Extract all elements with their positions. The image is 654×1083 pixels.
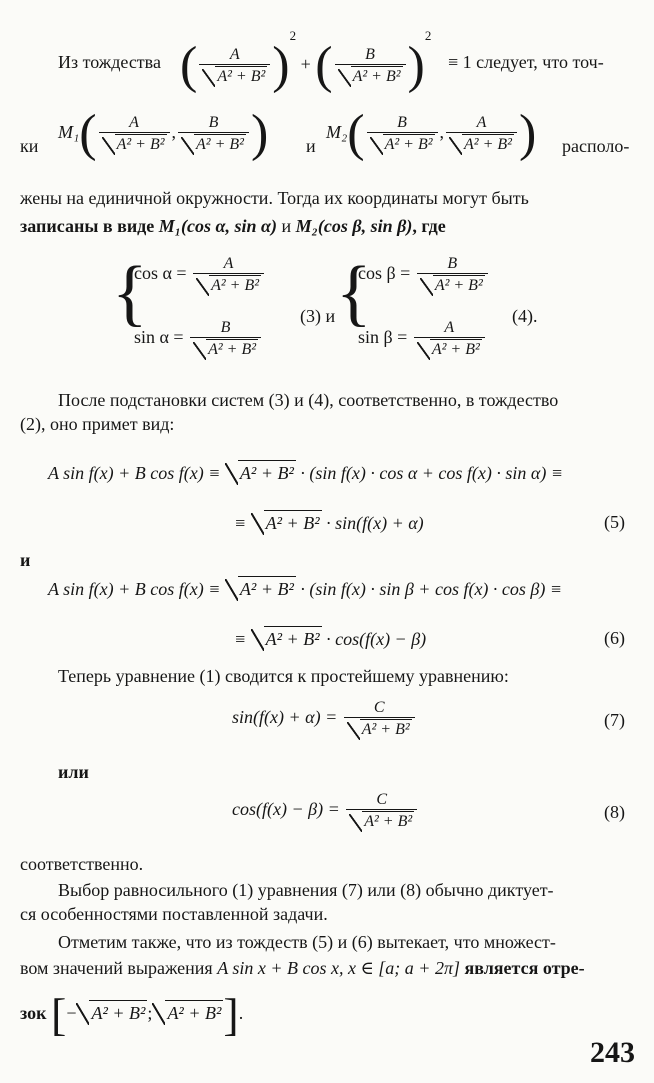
plus-sign: +: [300, 54, 311, 74]
text-line-6: [20, 412, 174, 436]
eq-number-6: [604, 626, 625, 650]
sqrt: [420, 275, 485, 296]
minus: −: [66, 1003, 77, 1024]
num: C: [373, 699, 385, 716]
equation-7: [232, 698, 417, 740]
num: A: [129, 114, 139, 131]
sin-beta-row: [358, 318, 487, 360]
eq6-cos: · cos(f(x) − β): [326, 629, 427, 649]
rad: A² + B²: [361, 721, 410, 738]
m1-coordinates: M₁(cos α, sin α): [158, 216, 277, 236]
sqrt: [76, 1000, 147, 1025]
fraction: [346, 790, 417, 832]
equiv: ≡: [234, 513, 247, 533]
text-line-2-end: [562, 134, 629, 158]
text-line-13: [20, 989, 244, 1040]
equation-6-line-2: [234, 626, 426, 651]
comma: ,: [439, 122, 445, 143]
text-ili: или: [58, 762, 89, 782]
text-written-as: записаны в виде: [20, 216, 155, 236]
fraction-a: [199, 45, 270, 87]
cos-alpha-row: [134, 254, 266, 296]
sqrt: [225, 576, 296, 601]
text-and-1: [306, 134, 316, 158]
brace-3: {: [112, 252, 148, 334]
equation-8: [232, 790, 419, 832]
text-unit-circle: жены на единичной окружности. Тогда их координаты могут быть: [20, 188, 529, 208]
num: A: [444, 319, 455, 336]
sin-alpha: sin α =: [134, 327, 184, 348]
text-line-9: [58, 878, 554, 902]
sqrt-symbol: [202, 66, 267, 87]
num: C: [376, 791, 388, 808]
num: B: [397, 114, 407, 131]
rad: A² + B²: [434, 277, 483, 294]
eq-7: (7): [604, 710, 625, 730]
fraction: [414, 318, 485, 360]
period: .: [238, 1003, 244, 1024]
sqrt: [181, 134, 246, 155]
expression: A sin x + B cos x, x ∈ [a; a + 2π]: [217, 958, 460, 978]
num: B: [447, 255, 458, 272]
rad: A² + B²: [238, 576, 296, 601]
rad: A² + B²: [431, 341, 480, 358]
eq5-right: · (sin f(x) · cos α + cos f(x) · sin α) ≡: [300, 463, 563, 483]
cos-beta-row: [358, 254, 490, 296]
identity-formula: [180, 24, 431, 92]
eq-number-7: [604, 708, 625, 732]
text-line-1: [58, 50, 161, 74]
sin-alpha-row: [134, 318, 263, 360]
equiv: ≡: [234, 629, 247, 649]
text-and: и: [306, 136, 316, 156]
num: B: [208, 114, 219, 131]
sqrt: [225, 460, 296, 485]
numerator-b: B: [365, 45, 375, 63]
text-zok: зок: [20, 1003, 47, 1024]
label-m2: M₂: [326, 122, 348, 143]
fraction: [190, 318, 261, 360]
text-line-11: [58, 930, 556, 954]
rad: A² + B²: [116, 136, 165, 153]
radicand-2: A² + B²: [352, 67, 401, 85]
equation-5-line-2: [234, 510, 424, 535]
point-m1: [58, 105, 269, 162]
paren-close-2: ): [407, 36, 425, 94]
rad: A² + B²: [208, 341, 257, 358]
rad: A² + B²: [264, 510, 322, 535]
text-reduces: Теперь уравнение (1) сводится к простейшему уравнению:: [58, 666, 509, 686]
text-line-7: [58, 664, 509, 688]
paren: (: [347, 105, 365, 162]
eq-6: (6): [604, 628, 625, 648]
paren-open: (: [180, 36, 198, 94]
text-note: Отметим также, что из тождеств (5) и (6) вытекает, что множест-: [58, 932, 556, 952]
bracket-close: ]: [223, 989, 239, 1040]
text-3-and: (3) и: [300, 306, 336, 326]
exponent-2: 2: [424, 28, 432, 43]
m2-coordinates: M₂(cos β, sin β): [295, 216, 413, 236]
rad: A² + B²: [264, 626, 322, 651]
num: A: [476, 114, 487, 131]
sqrt: [193, 339, 258, 360]
eq-8: (8): [604, 802, 625, 822]
text-and-3: [20, 548, 30, 572]
brace-4: {: [336, 252, 372, 334]
fraction: [367, 113, 438, 155]
text-line-2-start: [20, 134, 38, 158]
sin-beta: sin β =: [358, 327, 408, 348]
fraction: [178, 113, 249, 155]
sqrt: [349, 811, 414, 832]
text-line-12: [20, 956, 585, 980]
fraction: [446, 113, 517, 155]
sqrt: [102, 134, 167, 155]
rad: A² + B²: [196, 136, 244, 153]
sqrt: [251, 626, 322, 651]
eq-4: (4).: [512, 306, 538, 326]
text-or: [58, 760, 89, 784]
text-values: вом значений выражения: [20, 958, 213, 978]
paren: (: [79, 105, 97, 162]
eq6-left: A sin f(x) + B cos f(x) ≡: [48, 579, 221, 599]
num: A: [223, 255, 234, 272]
fraction: [417, 254, 488, 296]
text-and: и: [20, 550, 31, 570]
sqrt: [347, 719, 412, 740]
cos-beta: cos β =: [358, 263, 411, 284]
text-substitution: После подстановки систем (3) и (4), соответственно, в тождество: [58, 390, 559, 410]
rad: A² + B²: [364, 813, 413, 830]
page-number: [590, 1036, 635, 1070]
eq5-sin: · sin(f(x) + α): [326, 513, 424, 533]
text-identity-consequence: ≡ 1 следует, что точ-: [448, 52, 604, 72]
eq8-left: cos(f(x) − β) =: [232, 799, 340, 820]
rad: A² + B²: [464, 136, 512, 153]
fraction-b: [335, 45, 406, 87]
radicand: A² + B²: [217, 67, 266, 85]
paren-close: ): [272, 36, 290, 94]
rad: A² + B²: [165, 1000, 223, 1025]
text-features: ся особенностями поставленной задачи.: [20, 904, 328, 924]
num: B: [220, 319, 231, 336]
eq-number-5: [604, 510, 625, 534]
text-raspolo: располо-: [562, 136, 630, 156]
rad: A² + B²: [89, 1000, 147, 1025]
text-line-1-end: [448, 50, 604, 74]
text-and-2: и: [281, 216, 292, 236]
exponent: 2: [289, 28, 297, 43]
sqrt-symbol-2: [338, 66, 403, 87]
text-respectively: соответственно.: [20, 854, 144, 874]
text-identity-intro: Из тождества: [58, 52, 161, 72]
rad: A² + B²: [238, 460, 296, 485]
text-choice: Выбор равносильного (1) уравнения (7) или (8) обычно диктует-: [58, 880, 554, 900]
equation-5-line-1: [48, 460, 563, 485]
text-form: (2), оно примет вид:: [20, 414, 175, 434]
rad: A² + B²: [384, 136, 433, 153]
paren: ): [518, 105, 537, 162]
sqrt: [370, 134, 435, 155]
text-where: , где: [412, 216, 446, 236]
eq5-left: A sin f(x) + B cos f(x) ≡: [48, 463, 221, 483]
equation-6-line-1: [48, 576, 562, 601]
sqrt: [449, 134, 514, 155]
system-between: [300, 304, 335, 328]
sqrt: [251, 510, 322, 535]
paren-open-2: (: [315, 36, 333, 94]
eq6-right: · (sin f(x) · sin β + cos f(x) · cos β) ≡: [300, 579, 563, 599]
semicolon: ;: [147, 1003, 153, 1024]
numerator-a: A: [229, 45, 240, 63]
eq-5: (5): [604, 512, 625, 532]
fraction: [99, 113, 170, 155]
paren: ): [250, 105, 269, 162]
fraction: [344, 698, 415, 740]
text-line-4: [20, 214, 446, 238]
text-line-10: [20, 902, 328, 926]
sqrt: [152, 1000, 223, 1025]
fraction: [193, 254, 264, 296]
eq-number-8: [604, 800, 625, 824]
sqrt: [417, 339, 482, 360]
page-number-value: 243: [590, 1036, 635, 1069]
rad: A² + B²: [211, 277, 260, 294]
cos-alpha: cos α =: [134, 263, 187, 284]
text-line-8: [20, 852, 143, 876]
point-m2: [326, 105, 537, 162]
comma: ,: [171, 122, 177, 143]
sqrt: [196, 275, 261, 296]
bracket-open: [: [51, 989, 67, 1040]
label-m1: M₁: [58, 122, 80, 143]
text-line-3: [20, 186, 529, 210]
eq-number-4: [512, 304, 538, 328]
eq7-left: sin(f(x) + α) =: [232, 707, 338, 728]
text-line-5: [58, 388, 558, 412]
text-ki: ки: [20, 136, 39, 156]
text-is-segment: является отре-: [464, 958, 585, 978]
